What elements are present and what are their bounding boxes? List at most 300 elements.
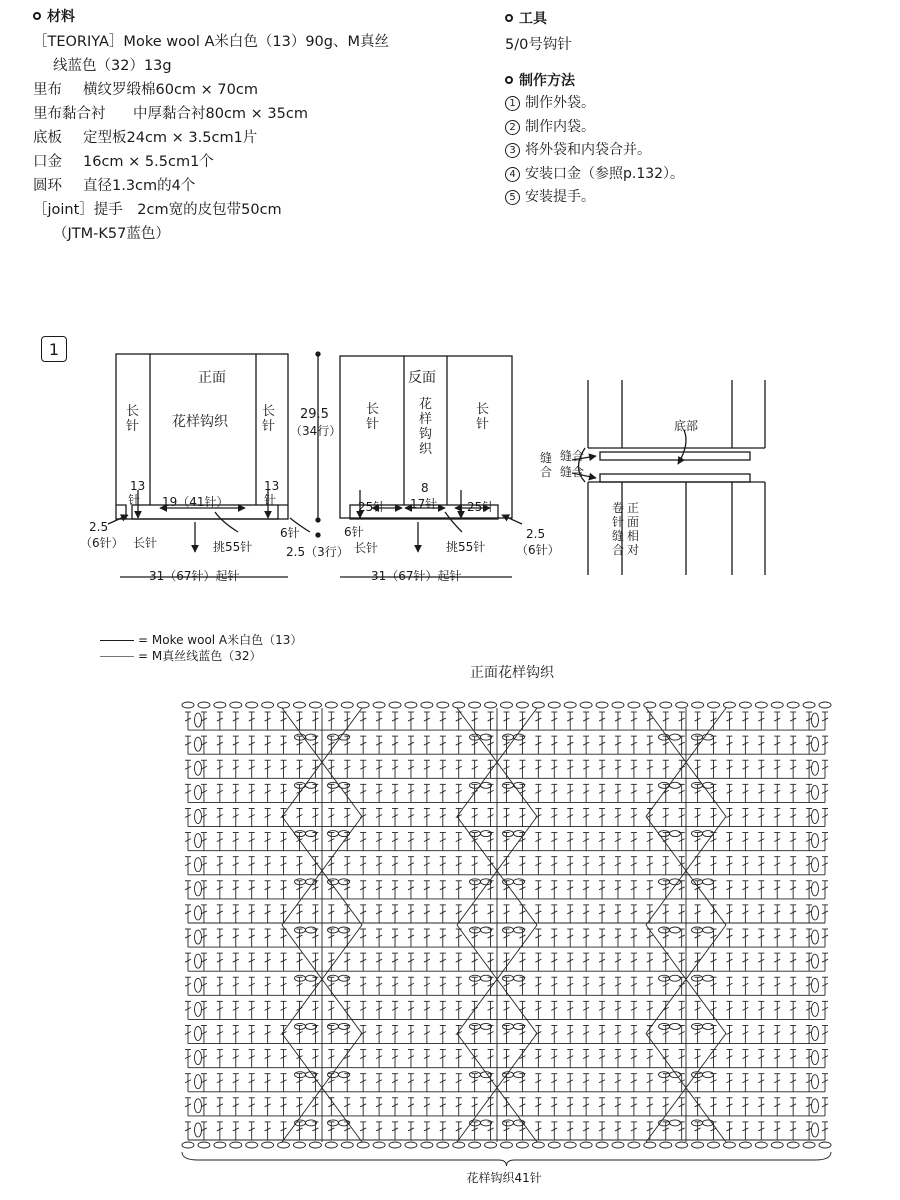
edge-oval — [195, 954, 202, 968]
foundation-chain-oval — [819, 1142, 831, 1148]
stitch-symbol — [344, 1025, 350, 1043]
stitch-symbol — [647, 1074, 653, 1092]
stitch-symbol — [599, 977, 605, 995]
stitch-symbol — [233, 1122, 239, 1140]
stitch-symbol — [758, 1050, 764, 1068]
stitch-symbol — [440, 857, 446, 875]
stitch-symbol — [281, 1050, 287, 1068]
stitch-symbol — [312, 712, 318, 730]
legend-item: = Moke wool A米白色（13） — [100, 632, 302, 648]
stitch-symbol — [551, 881, 557, 899]
chain-oval — [295, 927, 306, 933]
stitch-symbol — [774, 1001, 780, 1019]
stitch-symbol — [185, 1074, 191, 1092]
foundation-chain-oval — [580, 1142, 592, 1148]
stitch-symbol — [392, 881, 398, 899]
stitch-symbol — [742, 736, 748, 754]
stitch-symbol — [663, 808, 669, 826]
stitch-symbol — [376, 736, 382, 754]
stitch-symbol — [185, 857, 191, 875]
stitch-symbol — [551, 1025, 557, 1043]
stitch-symbol — [217, 857, 223, 875]
stitch-symbol — [392, 857, 398, 875]
stitch-symbol — [408, 833, 414, 851]
stitch-symbol — [758, 929, 764, 947]
stitch-symbol — [774, 1122, 780, 1140]
stitch-symbol — [281, 857, 287, 875]
stitch-symbol — [599, 1098, 605, 1116]
chain-oval — [692, 734, 703, 740]
stitch-symbol — [695, 857, 701, 875]
stitch-symbol — [376, 1001, 382, 1019]
stitch-symbol — [328, 1074, 334, 1092]
stitch-symbol — [472, 977, 478, 995]
foundation-chain-oval — [198, 1142, 210, 1148]
top-chain-oval — [182, 702, 194, 708]
stitch-symbol — [440, 1098, 446, 1116]
stitch-symbol — [265, 712, 271, 730]
stitch-symbol — [424, 1098, 430, 1116]
stitch-symbol — [742, 833, 748, 851]
chain-oval — [306, 879, 317, 885]
stitch-symbol — [344, 1050, 350, 1068]
top-chain-oval — [628, 702, 640, 708]
stitch-symbol — [296, 1025, 302, 1043]
stitch-symbol — [472, 736, 478, 754]
foundation-chain-oval — [516, 1142, 528, 1148]
stitch-symbol — [296, 712, 302, 730]
chain-oval — [295, 975, 306, 981]
stitch-symbol — [424, 736, 430, 754]
stitch-symbol — [408, 905, 414, 923]
stitch-symbol — [424, 1001, 430, 1019]
stitch-symbol — [456, 977, 462, 995]
stitch-symbol — [392, 736, 398, 754]
stitch-symbol — [424, 760, 430, 778]
edge-oval — [195, 834, 202, 848]
foundation-chain-oval — [564, 1142, 576, 1148]
stitch-symbol — [440, 953, 446, 971]
bullet-icon — [505, 76, 513, 84]
chain-oval — [339, 1023, 350, 1029]
stitch-symbol — [663, 1098, 669, 1116]
stitch-symbol — [217, 1025, 223, 1043]
stitch-symbol — [519, 833, 525, 851]
stitch-symbol — [790, 1025, 796, 1043]
stitch-symbol — [281, 1001, 287, 1019]
top-chain-oval — [230, 702, 242, 708]
stitch-symbol — [758, 808, 764, 826]
stitch-symbol — [711, 881, 717, 899]
stitch-symbol — [583, 953, 589, 971]
stitch-symbol — [456, 881, 462, 899]
stitch-symbol — [695, 1050, 701, 1068]
stitch-symbol — [535, 977, 541, 995]
stitch-symbol — [567, 1074, 573, 1092]
stitch-symbol — [535, 953, 541, 971]
foundation-chain-oval — [660, 1142, 672, 1148]
stitch-symbol — [758, 1074, 764, 1092]
stitch-symbol — [249, 1025, 255, 1043]
stitch-symbol — [376, 929, 382, 947]
stitch-symbol — [758, 736, 764, 754]
material-row: 圆环 直径1.3cm的4个 — [33, 178, 196, 194]
top-chain-oval — [532, 702, 544, 708]
legend-line-icon — [100, 656, 134, 657]
front-corner-st: 6针 — [280, 526, 300, 540]
chain-oval — [295, 879, 306, 885]
material-row: 底板 定型板24cm × 3.5cm1片 — [33, 130, 258, 146]
stitch-symbol — [663, 1025, 669, 1043]
chain-oval — [670, 734, 681, 740]
chain-oval — [481, 879, 492, 885]
chain-oval — [692, 879, 703, 885]
front-height-rows: （34行） — [290, 424, 342, 438]
bullet-icon — [33, 12, 41, 20]
chain-oval — [306, 927, 317, 933]
stitch-symbol — [774, 736, 780, 754]
stitch-symbol — [472, 760, 478, 778]
stitch-symbol — [583, 905, 589, 923]
top-chain-oval — [309, 702, 321, 708]
stitch-symbol — [551, 1050, 557, 1068]
foundation-chain-oval — [485, 1142, 497, 1148]
stitch-symbol — [424, 784, 430, 802]
foundation-chain-oval — [389, 1142, 401, 1148]
stitch-symbol — [663, 857, 669, 875]
stitch-symbol — [376, 1098, 382, 1116]
stitch-symbol — [742, 808, 748, 826]
stitch-symbol — [583, 808, 589, 826]
chart-bottom-label: 花样钩织41针 — [466, 1171, 542, 1185]
chain-oval — [503, 1023, 514, 1029]
stitch-symbol — [822, 881, 828, 899]
stitch-symbol — [631, 953, 637, 971]
stitch-symbol — [360, 1050, 366, 1068]
stitch-symbol — [488, 1050, 494, 1068]
stitch-symbol — [551, 736, 557, 754]
edge-oval — [812, 737, 819, 751]
stitch-symbol — [233, 1098, 239, 1116]
back-right-col: 长针 — [476, 402, 490, 432]
stitch-symbol — [281, 784, 287, 802]
stitch-symbol — [774, 857, 780, 875]
stitch-symbol — [790, 977, 796, 995]
stitch-symbol — [567, 953, 573, 971]
stitch-symbol — [758, 1025, 764, 1043]
stitch-symbol — [726, 1001, 732, 1019]
edge-oval — [195, 882, 202, 896]
stitch-symbol — [265, 1098, 271, 1116]
stitch-symbol — [663, 881, 669, 899]
stitch-symbol — [711, 833, 717, 851]
assembly-right-label: 卷针缝合 — [612, 501, 625, 557]
stitch-symbol — [344, 953, 350, 971]
top-chain-oval — [660, 702, 672, 708]
top-chain-oval — [421, 702, 433, 708]
stitch-symbol — [679, 1050, 685, 1068]
stitch-symbol — [631, 1025, 637, 1043]
top-chain-oval — [293, 702, 305, 708]
foundation-chain-oval — [405, 1142, 417, 1148]
stitch-symbol — [519, 1098, 525, 1116]
back-pick: 挑55针 — [446, 540, 486, 554]
stitch-symbol — [328, 905, 334, 923]
material-teoriya-line1: ［TEORIYA］Moke wool A米白色（13）90g、M真丝 — [33, 34, 389, 50]
stitch-symbol — [647, 1001, 653, 1019]
stitch-symbol — [392, 808, 398, 826]
edge-oval — [195, 978, 202, 992]
edge-oval — [812, 858, 819, 872]
stitch-symbol — [726, 808, 732, 826]
chain-oval — [295, 1023, 306, 1029]
edge-oval — [812, 1123, 819, 1137]
stitch-symbol — [185, 1001, 191, 1019]
stitch-symbol — [504, 1001, 510, 1019]
chain-oval — [692, 1023, 703, 1029]
stitch-symbol — [774, 1050, 780, 1068]
front-right-count-num: 13 — [264, 479, 280, 493]
foundation-chain-oval — [230, 1142, 242, 1148]
chain-oval — [306, 975, 317, 981]
edge-oval — [195, 1002, 202, 1016]
stitch-symbol — [742, 1025, 748, 1043]
stitch-symbol — [583, 977, 589, 995]
foundation-chain-oval — [341, 1142, 353, 1148]
stitch-symbol — [456, 1074, 462, 1092]
stitch-symbol — [233, 736, 239, 754]
method-step: 3 将外袋和内袋合并。 — [505, 139, 684, 163]
stitch-symbol — [440, 736, 446, 754]
stitch-symbol — [249, 1098, 255, 1116]
tools-value: 5/0号钩针 — [505, 37, 572, 53]
stitch-symbol — [281, 929, 287, 947]
stitch-symbol — [519, 808, 525, 826]
stitch-symbol — [360, 881, 366, 899]
top-chain-oval — [325, 702, 337, 708]
stitch-symbol — [265, 1025, 271, 1043]
stitch-symbol — [217, 1098, 223, 1116]
stitch-symbol — [631, 929, 637, 947]
stitch-symbol — [504, 1122, 510, 1140]
stitch-symbol — [360, 929, 366, 947]
stitch-symbol — [790, 929, 796, 947]
stitch-symbol — [440, 881, 446, 899]
stitch-symbol — [758, 1122, 764, 1140]
stitch-symbol — [296, 929, 302, 947]
stitch-symbol — [726, 1122, 732, 1140]
stitch-symbol — [312, 905, 318, 923]
stitch-symbol — [695, 1074, 701, 1092]
stitch-symbol — [583, 784, 589, 802]
stitch-symbol — [774, 953, 780, 971]
chain-oval — [692, 975, 703, 981]
stitch-symbol — [265, 881, 271, 899]
stitch-symbol — [822, 808, 828, 826]
top-chain-oval — [596, 702, 608, 708]
stitch-symbol — [615, 736, 621, 754]
diamond-motif — [457, 708, 537, 817]
stitch-symbol — [328, 808, 334, 826]
stitch-symbol — [790, 1098, 796, 1116]
stitch-symbol — [344, 808, 350, 826]
stitch-symbol — [583, 881, 589, 899]
back-side-margin-st: （6针） — [516, 543, 560, 557]
top-chain-oval — [676, 702, 688, 708]
stitch-symbol — [360, 905, 366, 923]
stitch-symbol — [185, 929, 191, 947]
stitch-symbol — [790, 953, 796, 971]
stitch-symbol — [599, 712, 605, 730]
stitch-symbol — [265, 1074, 271, 1092]
stitch-symbol — [360, 953, 366, 971]
stitch-symbol — [790, 808, 796, 826]
chain-oval — [306, 831, 317, 837]
stitch-symbol — [392, 929, 398, 947]
top-chain-oval — [548, 702, 560, 708]
stitch-symbol — [742, 1001, 748, 1019]
stitch-symbol — [185, 833, 191, 851]
stitch-symbol — [742, 857, 748, 875]
stitch-symbol — [296, 1122, 302, 1140]
stitch-symbol — [233, 833, 239, 851]
stitch-symbol — [408, 1098, 414, 1116]
stitch-symbol — [551, 857, 557, 875]
foundation-chain-oval — [548, 1142, 560, 1148]
stitch-symbol — [440, 1074, 446, 1092]
stitch-symbol — [567, 905, 573, 923]
stitch-symbol — [440, 929, 446, 947]
stitch-symbol — [742, 784, 748, 802]
stitch-symbol — [376, 712, 382, 730]
stitch-symbol — [758, 953, 764, 971]
foundation-chain-oval — [755, 1142, 767, 1148]
stitch-symbol — [599, 1122, 605, 1140]
stitch-symbol — [217, 1001, 223, 1019]
edge-oval — [195, 761, 202, 775]
stitch-symbol — [774, 712, 780, 730]
stitch-symbol — [312, 808, 318, 826]
stitch-symbol — [408, 808, 414, 826]
stitch-symbol — [185, 736, 191, 754]
stitch-symbol — [249, 784, 255, 802]
stitch-symbol — [583, 929, 589, 947]
stitch-symbol — [790, 736, 796, 754]
edge-oval — [812, 978, 819, 992]
chain-oval — [703, 927, 714, 933]
stitch-symbol — [567, 1025, 573, 1043]
stitch-symbol — [695, 736, 701, 754]
stitch-symbol — [790, 784, 796, 802]
foundation-chain-oval — [708, 1142, 720, 1148]
stitch-symbol — [296, 881, 302, 899]
stitch-symbol — [296, 977, 302, 995]
stitch-symbol — [711, 760, 717, 778]
top-chain-oval — [708, 702, 720, 708]
foundation-chain-oval — [501, 1142, 513, 1148]
stitch-symbol — [615, 712, 621, 730]
stitch-symbol — [344, 736, 350, 754]
stitch-symbol — [631, 905, 637, 923]
material-row: 里布黏合衬 中厚黏合衬80cm × 35cm — [33, 106, 308, 122]
stitch-symbol — [344, 857, 350, 875]
stitch-symbol — [599, 784, 605, 802]
stitch-symbol — [631, 881, 637, 899]
stitch-symbol — [392, 833, 398, 851]
foundation-chain-oval — [246, 1142, 258, 1148]
stitch-symbol — [599, 833, 605, 851]
chain-oval — [339, 927, 350, 933]
stitch-symbol — [742, 1098, 748, 1116]
foundation-chain-oval — [612, 1142, 624, 1148]
stitch-symbol — [376, 977, 382, 995]
stitch-symbol — [535, 1122, 541, 1140]
stitch-symbol — [742, 712, 748, 730]
stitch-symbol — [551, 784, 557, 802]
foundation-chain-oval — [214, 1142, 226, 1148]
stitch-symbol — [249, 977, 255, 995]
stitch-symbol — [328, 1001, 334, 1019]
chain-oval — [306, 734, 317, 740]
stitch-symbol — [535, 1050, 541, 1068]
stitch-symbol — [583, 1074, 589, 1092]
stitch-symbol — [456, 833, 462, 851]
stitch-symbol — [822, 1122, 828, 1140]
stitch-symbol — [790, 833, 796, 851]
stitch-symbol — [472, 1098, 478, 1116]
back-center-count-a: 8 — [421, 481, 429, 495]
stitch-symbol — [249, 712, 255, 730]
stitch-symbol — [663, 929, 669, 947]
edge-oval — [812, 1027, 819, 1041]
step-badge: 1 — [41, 336, 67, 362]
stitch-symbol — [551, 1122, 557, 1140]
stitch-symbol — [408, 1122, 414, 1140]
stitch-symbol — [249, 1050, 255, 1068]
stitch-symbol — [296, 1050, 302, 1068]
stitch-symbol — [217, 833, 223, 851]
stitch-symbol — [312, 1098, 318, 1116]
stitch-symbol — [551, 1001, 557, 1019]
stitch-symbol — [790, 1074, 796, 1092]
stitch-symbol — [822, 712, 828, 730]
stitch-symbol — [360, 833, 366, 851]
stitch-symbol — [551, 1098, 557, 1116]
stitch-symbol — [535, 760, 541, 778]
front-width: 31（67针）起针 — [149, 569, 240, 583]
edge-oval — [195, 930, 202, 944]
stitch-symbol — [376, 784, 382, 802]
stitch-symbol — [456, 953, 462, 971]
stitch-symbol — [822, 784, 828, 802]
stitch-symbol — [185, 712, 191, 730]
tools-heading: 工具 — [505, 8, 547, 28]
stitch-symbol — [312, 1050, 318, 1068]
stitch-symbol — [440, 1025, 446, 1043]
chain-oval — [670, 879, 681, 885]
stitch-symbol — [233, 784, 239, 802]
stitch-symbol — [233, 1025, 239, 1043]
stitch-symbol — [472, 1025, 478, 1043]
chain-oval — [328, 831, 339, 837]
stitch-symbol — [790, 857, 796, 875]
foundation-chain-oval — [182, 1142, 194, 1148]
stitch-symbol — [711, 1098, 717, 1116]
stitch-symbol — [456, 1001, 462, 1019]
stitch-symbol — [663, 953, 669, 971]
stitch-symbol — [504, 1074, 510, 1092]
bullet-icon — [505, 14, 513, 22]
